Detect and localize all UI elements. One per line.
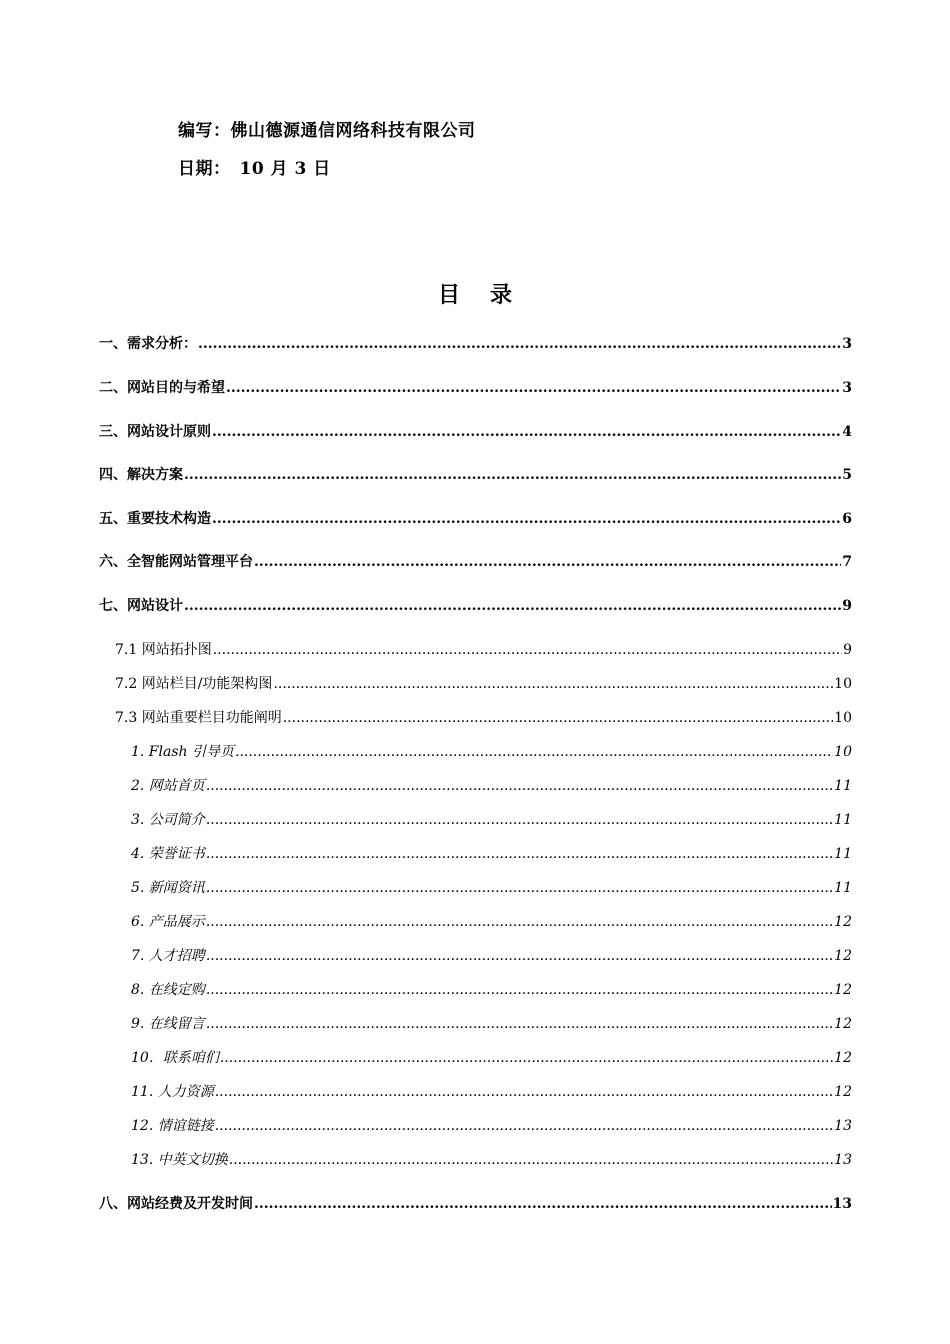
toc-entry-label: 六、全智能网站管理平台	[99, 554, 253, 570]
toc-entry-page: 12	[834, 1050, 852, 1066]
toc-entry-label: 一、需求分析：	[99, 336, 197, 352]
toc-leader-dots	[206, 846, 833, 862]
toc-entry-label: 7. 人才招聘	[131, 948, 205, 964]
toc-entry-label: 10．联系咱们	[131, 1050, 219, 1066]
toc-leader-dots	[254, 554, 841, 570]
toc-entry-page: 13	[834, 1152, 852, 1168]
toc-entry-label: 7.3 网站重要栏目功能阐明	[115, 710, 282, 726]
toc-leader-dots	[229, 1152, 833, 1168]
toc-leader-dots	[206, 778, 833, 794]
toc-entry-label: 8. 在线定购	[131, 982, 205, 998]
toc-entry-label: 7.1 网站拓扑图	[115, 642, 212, 658]
toc-entry-page: 5	[842, 467, 852, 483]
toc-entry-page: 12	[834, 1016, 852, 1032]
toc-entry[interactable]	[99, 464, 852, 484]
toc-entry-label: 6. 产品展示	[131, 914, 205, 930]
toc-leader-dots	[212, 424, 841, 440]
toc-leader-dots	[206, 982, 833, 998]
toc-entry-label: 11. 人力资源	[131, 1084, 214, 1100]
toc-entry-page: 11	[834, 778, 852, 794]
toc-entry-page: 12	[834, 982, 852, 998]
toc-entry-page: 10	[834, 676, 852, 692]
toc-entry[interactable]	[131, 1115, 852, 1135]
toc-entry[interactable]	[131, 775, 852, 795]
toc-leader-dots	[254, 1196, 832, 1212]
toc-entry-page: 7	[842, 554, 852, 570]
toc-entry[interactable]	[131, 979, 852, 999]
toc-leader-dots	[213, 642, 842, 658]
toc-leader-dots	[206, 914, 833, 930]
toc-entry[interactable]	[131, 945, 852, 965]
toc-entry[interactable]	[131, 911, 852, 931]
toc-entry-label: 12. 情谊链接	[131, 1118, 214, 1134]
toc-entry-page: 9	[843, 642, 852, 658]
toc-entry[interactable]	[131, 809, 852, 829]
toc-title: 目录	[437, 282, 542, 308]
toc-entry[interactable]	[131, 1149, 852, 1169]
toc-entry-label: 七、网站设计	[99, 598, 183, 614]
toc-entry[interactable]	[99, 551, 852, 571]
toc-entry-label: 13. 中英文切换	[131, 1152, 228, 1168]
toc-entry[interactable]	[131, 1047, 852, 1067]
toc-entry-label: 八、网站经费及开发时间	[99, 1196, 253, 1212]
toc-entry[interactable]	[99, 421, 852, 441]
toc-entry[interactable]	[115, 707, 852, 727]
toc-entry-label: 五、重要技术构造	[99, 511, 211, 527]
toc-leader-dots	[198, 336, 841, 352]
toc-entry-label: 三、网站设计原则	[99, 424, 211, 440]
toc-entry[interactable]	[115, 639, 852, 659]
toc-entry[interactable]	[131, 1013, 852, 1033]
toc-entry[interactable]	[115, 673, 852, 693]
toc-entry[interactable]	[99, 333, 852, 353]
toc-entry-label: 1. Flash 引导页	[131, 744, 234, 760]
toc-leader-dots	[206, 1016, 833, 1032]
toc-entry-label: 4. 荣誉证书	[131, 846, 205, 862]
toc-entry-label: 2. 网站首页	[131, 778, 205, 794]
toc-entry-page: 3	[842, 336, 852, 352]
toc-entry-label: 二、网站目的与希望	[99, 380, 225, 396]
toc-entry-label: 9. 在线留言	[131, 1016, 205, 1032]
toc-entry-page: 3	[842, 380, 852, 396]
toc-entry-page: 10	[834, 744, 852, 760]
toc-entry-label: 5. 新闻资讯	[131, 880, 205, 896]
toc-entry-page: 13	[834, 1118, 852, 1134]
toc-entry-page: 4	[842, 424, 852, 440]
toc-entry-page: 12	[834, 948, 852, 964]
toc-leader-dots	[215, 1084, 833, 1100]
toc-entry-label: 四、解决方案	[99, 467, 183, 483]
toc-entry[interactable]	[131, 741, 852, 761]
toc-leader-dots	[206, 812, 833, 828]
date-line: 日期： 10 月 3 日	[178, 159, 331, 179]
toc-entry[interactable]	[131, 1081, 852, 1101]
toc-leader-dots	[226, 380, 841, 396]
toc-entry-page: 13	[832, 1196, 852, 1212]
toc-entry[interactable]	[99, 508, 852, 528]
toc-entry-page: 12	[834, 914, 852, 930]
toc-entry[interactable]	[99, 595, 852, 615]
toc-leader-dots	[220, 1050, 833, 1066]
toc-entry-page: 11	[834, 812, 852, 828]
toc-leader-dots	[215, 1118, 833, 1134]
toc-entry-label: 3. 公司简介	[131, 812, 205, 828]
toc-entry-page: 10	[834, 710, 852, 726]
toc-entry-label: 7.2 网站栏目/功能架构图	[115, 676, 273, 692]
toc-leader-dots	[212, 511, 841, 527]
author-line: 编写：佛山德源通信网络科技有限公司	[178, 121, 476, 141]
toc-leader-dots	[273, 676, 833, 692]
toc-leader-dots	[206, 948, 833, 964]
toc-leader-dots	[206, 880, 833, 896]
toc-entry-page: 11	[834, 846, 852, 862]
toc-entry[interactable]	[99, 377, 852, 397]
toc-leader-dots	[184, 598, 841, 614]
toc-entry-page: 6	[842, 511, 852, 527]
toc-entry[interactable]	[131, 877, 852, 897]
toc-leader-dots	[235, 744, 833, 760]
toc-entry-page: 12	[834, 1084, 852, 1100]
toc-leader-dots	[184, 467, 841, 483]
toc-entry[interactable]	[131, 843, 852, 863]
toc-entry[interactable]	[99, 1193, 852, 1213]
toc-entry-page: 9	[842, 598, 852, 614]
toc-entry-page: 11	[834, 880, 852, 896]
toc-leader-dots	[283, 710, 833, 726]
